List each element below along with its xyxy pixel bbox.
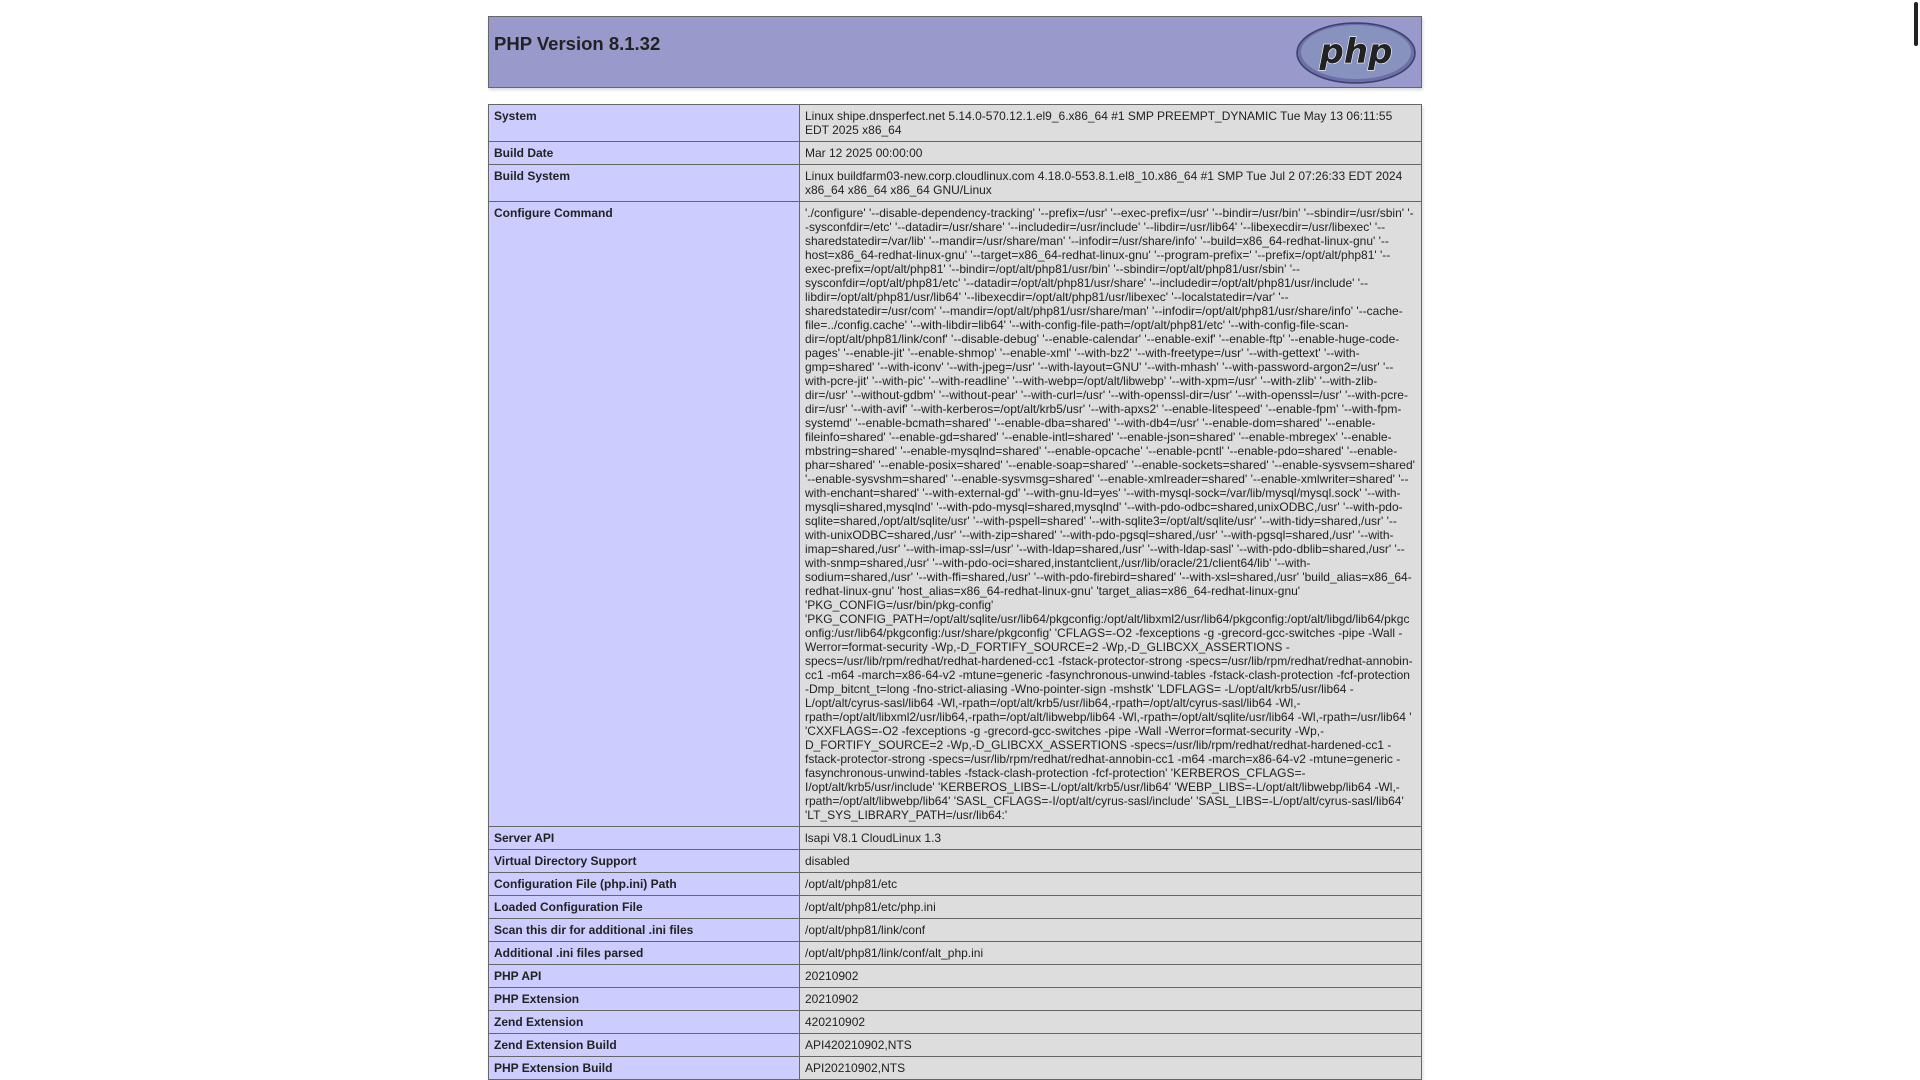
row-value: API20210902,NTS [800,1057,1422,1080]
row-value: /opt/alt/php81/link/conf/alt_php.ini [800,942,1422,965]
row-key: Additional .ini files parsed [489,942,800,965]
table-row [489,988,1422,1011]
row-value: Linux buildfarm03-new.corp.cloudlinux.com 4.18.0-553.8.1.el8_10.x86_64 #1 SMP Tue Jul 2 07:26:33 EDT 2024 x86_64 x86_64 x86_64 GNU/Linux [800,165,1422,202]
php-version-header [488,16,1422,88]
row-key: PHP API [489,965,800,988]
row-value: Mar 12 2025 00:00:00 [800,142,1422,165]
row-key: Scan this dir for additional .ini files [489,919,800,942]
phpinfo-container [488,16,1422,1080]
row-value: Linux shipe.dnsperfect.net 5.14.0-570.12.1.el9_6.x86_64 #1 SMP PREEMPT_DYNAMIC Tue May 13 06:11:55 EDT 2025 x86_64 [800,105,1422,142]
row-key: Virtual Directory Support [489,850,800,873]
table-row [489,919,1422,942]
row-key: PHP Extension Build [489,1057,800,1080]
row-value: 20210902 [800,988,1422,1011]
table-row [489,142,1422,165]
page-title: PHP Version 8.1.32 [494,33,661,54]
table-row [489,105,1422,142]
row-value: /opt/alt/php81/etc [800,873,1422,896]
row-key: Build Date [489,142,800,165]
row-value: lsapi V8.1 CloudLinux 1.3 [800,827,1422,850]
table-row [489,827,1422,850]
scrollbar-thumb[interactable] [1914,2,1918,46]
row-value: './configure' '--disable-dependency-tracking' '--prefix=/usr' '--exec-prefix=/usr' '--bindir=/usr/bin' '--sbindir=/usr/sbin' '--sysconfdir=/etc' '--datadir=/usr/share' '--includedir=/usr/include' '--libdir=/usr/lib64' '--libexecdir=/usr/libexec' '--sharedstatedir=/var/lib' '--mandir=/usr/share/man' '--infodir=/usr/share/info' '--build=x86_64-redhat-linux-gnu' '--host=x86_64-redhat-linux-gnu' '--target=x86_64-redhat-linux-gnu' '--program-prefix=' '--prefix=/opt/alt/php81' '--exec-prefix=/opt/alt/php81' '--bindir=/opt/alt/php81/usr/bin' '--sbindir=/opt/alt/php81/usr/sbin' '--sysconfdir=/opt/alt/php81/etc' '--datadir=/opt/alt/php81/usr/share' '--includedir=/opt/alt/php81/usr/include' '--libdir=/opt/alt/php81/usr/lib64' '--libexecdir=/opt/alt/php81/usr/libexec' '--localstatedir=/var' '--sharedstatedir=/usr/com' '--mandir=/opt/alt/php81/usr/share/man' '--infodir=/opt/alt/php81/usr/share/info' '--cache-file=../config.cache' '--with-libdir=lib64' '--with-config-file-path=/opt/alt/php81/etc' '--with-config-file-scan-dir=/opt/alt/php81/link/conf' '--disable-debug' '--enable-calendar' '--enable-exif' '--enable-ftp' '--enable-huge-code-pages' '--enable-jit' '--enable-shmop' '--enable-xml' '--with-bz2' '--with-freetype=/usr' '--with-gettext' '--with-gmp=shared' '--with-iconv' '--with-jpeg=/usr' '--with-layout=GNU' '--with-mhash' '--with-password-argon2=/usr' '--with-pcre-jit' '--with-pic' '--with-readline' '--with-webp=/opt/alt/libwebp' '--with-xpm=/usr' '--with-zlib' '--with-zlib-dir=/usr' '--without-gdbm' '--without-pear' '--with-curl=/usr' '--with-openssl-dir=/usr' '--with-openssl=/usr' '--with-pcre-dir=/usr' '--with-avif' '--with-kerberos=/opt/alt/krb5/usr' '--with-apxs2' '--enable-litespeed' '--enable-fpm' '--with-fpm-systemd' '--enable-bcmath=shared' '--enable-dba=shared' '--with-db4=/usr' '--enable-dom=shared' '--enable-fileinfo=shared' '--enable-gd=shared' '--enable-intl=shared' '--enable-json=shared' '--enable-mbregex' '--enable-mbstring=shared' '--enable-mysqlnd=shared' '--enable-opcache' '--enable-pcntl' '--enable-pdo=shared' '--enable-phar=shared' '--enable-posix=shared' '--enable-soap=shared' '--enable-sockets=shared' '--enable-sysvsem=shared' '--enable-sysvshm=shared' '--enable-sysvmsg=shared' '--enable-xmlreader=shared' '--enable-xmlwriter=shared' '--with-enchant=shared' '--with-external-gd' '--with-gnu-ld=yes' '--with-mysql-sock=/var/lib/mysql/mysql.sock' '--with-mysqli=shared,mysqlnd' '--with-pdo-mysql=shared,mysqlnd' '--with-pdo-odbc=shared,unixODBC,/usr' '--with-pdo-sqlite=shared,/opt/alt/sqlite/usr' '--with-pspell=shared' '--with-sqlite3=/opt/alt/sqlite/usr' '--with-tidy=shared,/usr' '--with-unixODBC=shared,/usr' '--with-zip=shared' '--with-pdo-pgsql=shared,/usr' '--with-pgsql=shared,/usr' '--with-imap=shared,/usr' '--with-imap-ssl=/usr' '--with-ldap=shared,/usr' '--with-ldap-sasl' '--with-pdo-dblib=shared,/usr' '--with-snmp=shared,/usr' '--with-pdo-oci=shared,instantclient,/usr/lib/oracle/21/client64/lib' '--with-sodium=shared,/usr' '--with-ffi=shared,/usr' '--with-pdo-firebird=shared' '--with-xsl=shared,/usr' 'build_alias=x86_64-redhat-linux-gnu' 'host_alias=x86_64-redhat-linux-gnu' 'target_alias=x86_64-redhat-linux-gnu' 'PKG_CONFIG=/usr/bin/pkg-config' 'PKG_CONFIG_PATH=/opt/alt/sqlite/usr/lib64/pkgconfig:/opt/alt/libxml2/usr/lib64/pkgconfig:/opt/alt/libgd/lib64/pkgconfig:/usr/lib64/pkgconfig:/usr/share/pkgconfig' 'CFLAGS=-O2 -fexceptions -g -grecord-gcc-switches -pipe -Wall -Werror=format-security -Wp,-D_FORTIFY_SOURCE=2 -Wp,-D_GLIBCXX_ASSERTIONS -specs=/usr/lib/rpm/redhat/redhat-hardened-cc1 -fstack-protector-strong -specs=/usr/lib/rpm/redhat/redhat-annobin-cc1 -m64 -march=x86-64-v2 -mtune=generic -fasynchronous-unwind-tables -fstack-clash-protection -fcf-protection -Dmp_bitcnt_t=long -fno-strict-aliasing -Wno-pointer-sign -mshstk' 'LDFLAGS= -L/opt/alt/krb5/usr/lib64 -L/opt/alt/cyrus-sasl/lib64 -Wl,-rpath=/opt/alt/krb5/usr/lib64,-rpath=/opt/alt/cyrus-sasl/lib64 -Wl,-rpath=/opt/alt/libxml2/usr/lib64,-rpath=/opt/alt/libwebp/lib64 -Wl,-rpath=/opt/alt/sqlite/usr/lib64 -Wl,-rpath=/usr/lib64 ' 'CXXFLAGS=-O2 -fexceptions -g -grecord-gcc-switches -pipe -Wall -Werror=format-security -Wp,-D_FORTIFY_SOURCE=2 -Wp,-D_GLIBCXX_ASSERTIONS -specs=/usr/lib/rpm/redhat/redhat-hardened-cc1 -fstack-protector-strong -specs=/usr/lib/rpm/redhat/redhat-annobin-cc1 -m64 -march=x86-64-v2 -mtune=generic -fasynchronous-unwind-tables -fstack-clash-protection -fcf-protection' 'KERBEROS_CFLAGS=-I/opt/alt/krb5/usr/include' 'KERBEROS_LIBS=-L/opt/alt/krb5/usr/lib64' 'WEBP_LIBS=-L/opt/alt/libwebp/lib64 -Wl,-rpath=/opt/alt/libwebp/lib64' 'SASL_CFLAGS=-I/opt/alt/cyrus-sasl/include' 'SASL_LIBS=-L/opt/alt/cyrus-sasl/lib64' 'LT_SYS_LIBRARY_PATH=/usr/lib64:' [800,202,1422,827]
table-row [489,1011,1422,1034]
table-row [489,1057,1422,1080]
row-key: System [489,105,800,142]
php-logo-icon[interactable] [1295,21,1417,85]
vertical-scrollbar[interactable] [1912,0,1920,1080]
php-info-table [488,104,1422,1080]
row-key: Zend Extension Build [489,1034,800,1057]
row-key: Configuration File (php.ini) Path [489,873,800,896]
table-row [489,850,1422,873]
row-value: API420210902,NTS [800,1034,1422,1057]
row-key: Build System [489,165,800,202]
row-key: Loaded Configuration File [489,896,800,919]
table-row [489,1034,1422,1057]
row-key: Zend Extension [489,1011,800,1034]
table-row [489,942,1422,965]
row-value: /opt/alt/php81/etc/php.ini [800,896,1422,919]
php-logo-text: php [1319,32,1393,72]
table-row [489,202,1422,827]
row-key: PHP Extension [489,988,800,1011]
row-value: disabled [800,850,1422,873]
row-key: Server API [489,827,800,850]
table-row [489,873,1422,896]
table-row [489,896,1422,919]
table-row [489,965,1422,988]
row-value: 20210902 [800,965,1422,988]
row-key: Configure Command [489,202,800,827]
table-row [489,165,1422,202]
row-value: 420210902 [800,1011,1422,1034]
row-value: /opt/alt/php81/link/conf [800,919,1422,942]
